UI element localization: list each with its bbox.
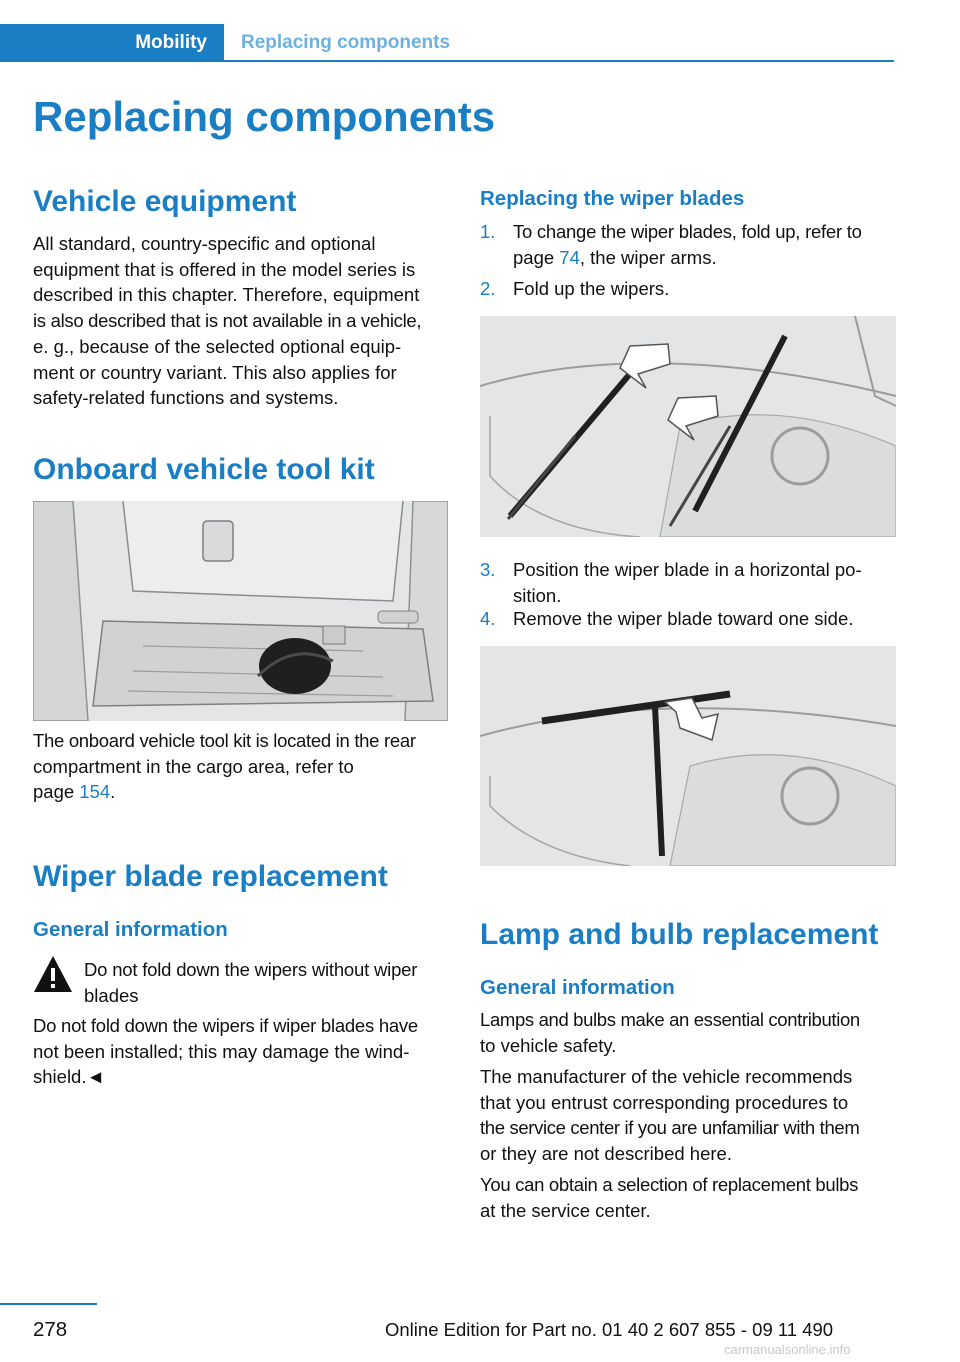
step-number: 1. [480, 221, 496, 242]
page-title: Replacing components [33, 93, 496, 140]
page-link-74[interactable]: 74 [559, 246, 580, 268]
lamp-paragraph-line: at the service center. [480, 1199, 651, 1221]
tool-kit-heading: Onboard vehicle tool kit [33, 453, 375, 486]
step-number: 3. [480, 559, 496, 580]
page-number: 278 [33, 1318, 68, 1341]
fold-up-wipers-illustration [480, 316, 896, 537]
step-text [513, 245, 717, 271]
page-ref-suffix: . [110, 781, 116, 803]
vehicle-equipment-line: safety-related functions and systems. [33, 387, 339, 409]
lamp-paragraph-line: that you entrust corresponding procedures to [480, 1091, 849, 1113]
tool-kit-line: The onboard vehicle tool kit is located in the rear [33, 730, 416, 751]
vehicle-equipment-line: ment or country variant. This also applies for [33, 361, 397, 383]
watermark: carmanualsonline.info [724, 1342, 851, 1357]
step-text: To change the wiper blades, fold up, refer to [513, 221, 862, 242]
header-rule [0, 60, 894, 62]
page-ref-prefix: page [513, 246, 560, 268]
tool-kit-illustration [33, 501, 448, 721]
tool-kit-line [33, 779, 115, 805]
step-text: Fold up the wipers. [513, 278, 670, 299]
warning-text: shield.◄ [33, 1066, 105, 1088]
footer-rule [0, 1303, 97, 1305]
vehicle-equipment-heading: Vehicle equipment [33, 185, 297, 218]
vehicle-equipment-line: equipment that is offered in the model series is [33, 258, 416, 280]
running-header [0, 24, 894, 60]
lamp-paragraph-line: Lamps and bulbs make an essential contribution [480, 1009, 860, 1030]
step-number: 2. [480, 278, 496, 299]
warning-title: Do not fold down the wipers without wiper [84, 959, 418, 980]
tool-kit-line: compartment in the cargo area, refer to [33, 755, 354, 777]
step-number: 4. [480, 608, 496, 629]
vehicle-equipment-line: All standard, country-specific and optional [33, 233, 376, 254]
lamp-paragraph-line: the service center if you are unfamiliar with them [480, 1117, 860, 1139]
wiper-general-info-heading: General information [33, 918, 228, 941]
lamp-bulb-replacement-heading: Lamp and bulb replacement [480, 918, 879, 951]
vehicle-equipment-line: e. g., because of the selected optional equip‐ [33, 335, 402, 357]
edition-note: Online Edition for Part no. 01 40 2 607 855 - 09 11 490 [385, 1319, 834, 1340]
page-ref-suffix: , the wiper arms. [579, 246, 717, 268]
vehicle-equipment-line: described in this chapter. Therefore, equipment [33, 284, 420, 306]
step-text: sition. [513, 584, 562, 606]
page-link-154[interactable]: 154 [79, 781, 111, 803]
replacing-wiper-blades-heading: Replacing the wiper blades [480, 187, 745, 210]
lamp-paragraph-line: to vehicle safety. [480, 1034, 617, 1056]
step-text: Position the wiper blade in a horizontal po‐ [513, 559, 862, 580]
chapter-tab[interactable]: Replacing components [241, 32, 451, 53]
section-tab[interactable]: Mobility [0, 24, 224, 60]
wiper-replacement-heading: Wiper blade replacement [33, 860, 388, 893]
lamp-paragraph-line: or they are not described here. [480, 1143, 732, 1165]
warning-text: Do not fold down the wipers if wiper blades have [33, 1015, 418, 1036]
warning-text: not been installed; this may damage the wind‐ [33, 1040, 410, 1062]
lamp-paragraph-line: You can obtain a selection of replacement bulbs [480, 1174, 859, 1195]
warning-title: blades [84, 984, 139, 1006]
lamp-general-info-heading: General information [480, 976, 675, 999]
vehicle-equipment-line: is also described that is not available in a vehicle, [33, 310, 422, 332]
lamp-paragraph-line: The manufacturer of the vehicle recommends [480, 1066, 853, 1087]
warning-icon [33, 955, 73, 993]
page-ref-prefix: page [33, 781, 80, 803]
step-text: Remove the wiper blade toward one side. [513, 608, 854, 629]
remove-wiper-blade-illustration [480, 646, 896, 866]
